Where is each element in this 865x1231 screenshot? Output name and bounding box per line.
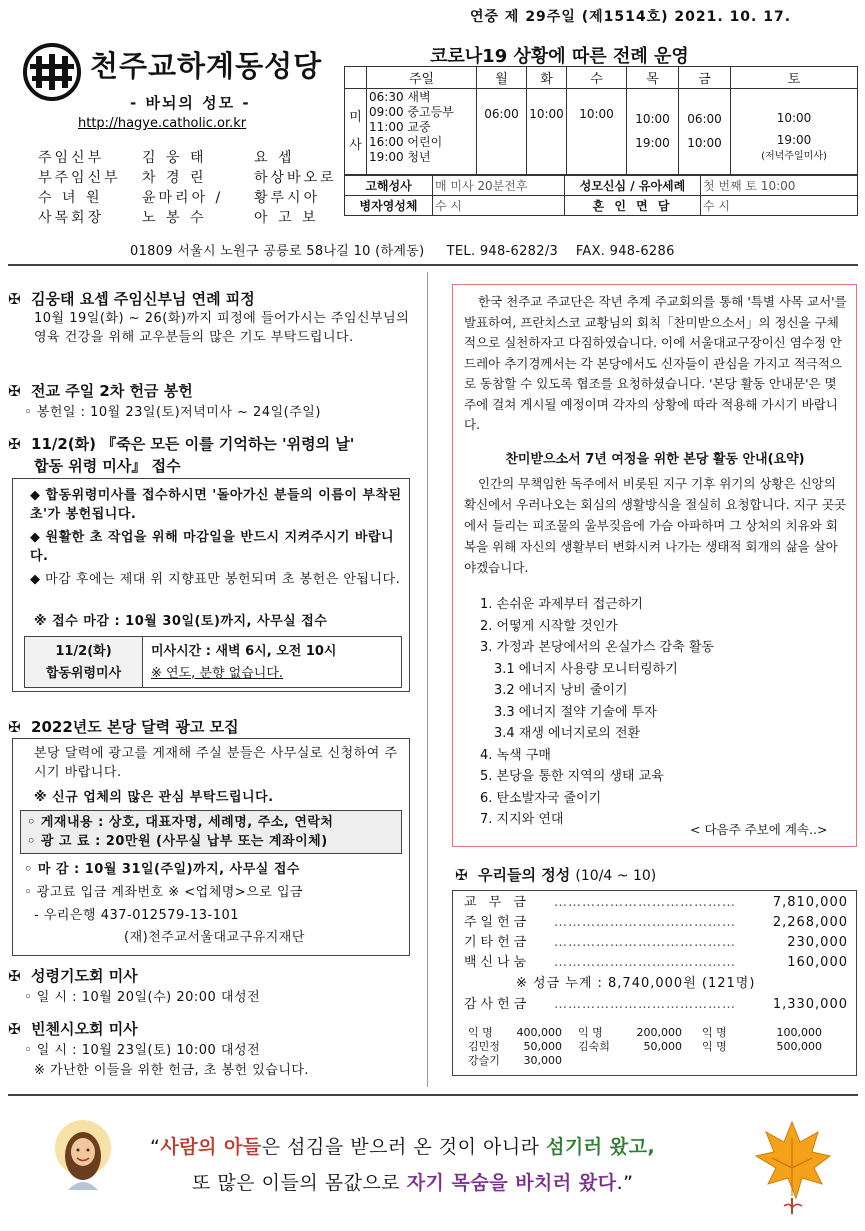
staff-row: 사목회장 노 봉 수 아 고 보 [38,210,319,226]
calendar-ad-title: ✠ 2022년도 본당 달력 광고 모집 [8,718,239,736]
donor-row: 강슬기 30,000 [468,1054,562,1067]
list-item: 3. 가정과 본당에서의 온실가스 감축 활동 [480,640,714,655]
mon-times: 06:00 [477,89,527,175]
offerings-title: ✠ 우리들의 정성 (10/4 ~ 10) [455,866,657,884]
scripture-quote-line-1: “사람의 아들은 섬김을 받으러 온 것이 아니라 섬기러 왔고, [150,1136,656,1158]
retreat-title: ✠ 김웅태 요셉 주임신부님 연례 피정 [8,290,255,308]
schedule-header-row: 주일 월 화 수 목 금 토 [345,67,858,89]
donor-row: 익 명 400,000 익 명 200,000 익 명 100,000 [468,1026,822,1039]
schedule-mass-row [345,89,858,175]
thu-times: 10:00 19:00 [627,89,679,175]
autumn-leaf-icon [752,1118,832,1218]
devotion-value: 첫 번째 토 10:00 [701,176,858,196]
confession-value: 매 미사 20분전후 [433,176,565,196]
cumulative-total: ※ 성금 누계 : 8,740,000원 (121명) [516,976,756,991]
calendar-ad-details: ◦ 게재내용 : 상호, 대표자명, 세례명, 주소, 연락처 ◦ 광 고 료 : 20만원 (사무실 납부 또는 계좌이체) [20,810,402,854]
schedule-title: 코로나19 상황에 따른 전례 운영 [430,46,689,67]
offering-row: 교 무 금 ………………………………… 7,810,000 [464,895,848,910]
marriage-label: 혼 인 면 담 [565,196,701,216]
memorial-title-2: 합동 위령 미사』 접수 [34,457,181,475]
list-item: 3.2 에너지 낭비 줄이기 [494,683,628,698]
phone-number: TEL. 948-6282/3 [446,244,559,259]
offerings-list [464,893,848,1015]
list-item: 6. 탄소발자국 줄이기 [480,790,602,806]
offering-row: 기타헌금 ………………………………… 230,000 [464,935,848,950]
confession-label: 고해성사 [345,176,433,196]
calendar-ad-note: ※ 신규 업체의 많은 관심 부탁드립니다. [34,790,274,805]
mission-text: ◦ 봉헌일 : 10월 23일(토)저녁미사 ~ 24일(주일) [24,405,321,420]
jesus-portrait-icon [52,1118,114,1190]
charismatic-mass-text: ◦ 일 시 : 10월 20일(수) 20:00 대성전 [24,990,261,1005]
mass-label: 미사 [345,89,367,175]
list-item: 3.3 에너지 절약 기술에 투자 [494,704,657,720]
memorial-title: ✠ 11/2(화) 『죽은 모든 이를 기억하는 '위령의 날' [8,435,355,453]
memorial-bullet-1: ◆ 합동위령미사를 접수하시면 '돌아가신 분들의 이름이 부착된 초'가 봉헌됩니다. [30,488,402,522]
donor-list [468,1026,848,1068]
list-item: 5. 본당을 통한 지역의 생태 교육 [480,769,664,784]
list-item: 1. 손쉬운 과제부터 접근하기 [480,597,643,612]
column-divider [427,272,428,1087]
parish-website-link[interactable]: http://hagye.catholic.or.kr [78,116,247,131]
memorial-bullet-2: ◆ 원활한 초 작업을 위해 마감일을 반드시 지켜주시기 바랍니다. [30,530,395,564]
vincent-mass-text: ◦ 일 시 : 10월 23일(토) 10:00 대성전 [24,1043,261,1058]
laudato-si-guide-title: 찬미받으소서 7년 여정을 위한 본당 활동 안내(요약) [505,452,805,467]
list-item: 4. 녹색 구매 [480,747,551,763]
memorial-deadline: ※ 접수 마감 : 10월 30일(토)까지, 사무실 접수 [34,614,328,629]
calendar-ad-text: 본당 달력에 광고를 게재해 주실 분들은 사무실로 신청하여 주시기 바랍니다. [34,746,398,780]
staff-row: 수 녀 원 윤마리아 / 황루시아 [38,190,321,206]
laudato-si-intro: 한국 천주교 주교단은 작년 추계 주교회의를 통해 '특별 사목 교서'를 발표하여, 프란치스코 교황님의 회칙「찬미받으소서」의 정신을 구체적으로 실천하자고 다짐하였습니다. 이에 서울대교구장이신 염수정 안드레아 추기경께서는 각 본당에서도 신자들이 관심을 가지고 적극적으로 동참할 수 있도록 협조를 요청하셨습니다. '본당 활동 안내문'은 몇 주에 걸쳐 게시될 예정이며 각자의 상황에 따라 적용해 가시기 바랍니다. [464,294,847,432]
list-item: 3.4 재생 에너지로의 전환 [494,726,641,741]
memorial-info-table: 11/2(화) 합동위령미사 미사시간 : 새벽 6시, 오전 10시 ※ 연도, 분향 없습니다. [24,636,402,688]
mission-title: ✠ 전교 주일 2차 헌금 봉헌 [8,382,193,400]
staff-row: 부주임신부 차 경 린 하상바오로 [38,170,337,186]
footer-divider [8,1094,858,1096]
fax-number: FAX. 948-6286 [575,244,675,259]
calendar-ad-account: ◦ 광고료 입금 계좌번호 ※ <업체명>으로 입금 [24,885,304,900]
staff-row: 주임신부 김 웅 태 요 셉 [38,150,295,166]
issue-info: 연중 제 29주일 (제1514호) 2021. 10. 17. [470,9,792,25]
list-item: 7. 지지와 연대 [480,812,564,827]
mass-schedule [344,66,858,216]
eco-activity-list [480,594,840,831]
offering-row: 주일헌금 ………………………………… 2,268,000 [464,915,848,930]
memorial-bullet-3: ◆ 마감 후에는 제대 위 지향표만 봉헌되며 초 봉헌은 안됩니다. [30,572,401,587]
list-item: 3.1 에너지 사용량 모니터링하기 [494,661,678,677]
vincent-mass-title: ✠ 빈첸시오회 미사 [8,1020,138,1038]
list-item: 2. 어떻게 시작할 것인가 [480,618,618,634]
offering-row: 백신나눔 ………………………………… 160,000 [464,955,848,970]
sick-communion-label: 병자영성체 [345,196,433,216]
calendar-ad-holder: (재)천주교서울대교구유지재단 [124,930,305,945]
offering-row: 감사헌금 ………………………………… 1,330,000 [464,997,848,1012]
vincent-mass-note: ※ 가난한 이들을 위한 헌금, 초 봉헌 있습니다. [34,1063,310,1078]
devotion-label: 성모신심 / 유아세례 [565,176,701,196]
sat-times: 10:00 19:00 (저녁주일미사) [731,89,858,175]
donor-row: 김민정 50,000 김숙희 50,000 익 명 500,000 [468,1040,822,1053]
continued-note: < 다음주 주보에 계속..> [690,822,828,837]
patron-name: - 바뇌의 성모 - [130,94,251,112]
staff-list [38,148,337,228]
fri-times: 06:00 10:00 [679,89,731,175]
calendar-ad-bank: - 우리은행 437-012579-13-101 [34,908,240,923]
laudato-si-guide-text: 인간의 무책임한 독주에서 비롯된 지구 기후 위기의 상황은 신앙의 확신에서 우러나오는 회심의 생활방식을 절실히 요청합니다. 지구 곳곳에서 들리는 피조물의 울부짖음에 가슴 아파하며 그 상처의 치유와 회복을 위해 자신의 생활부터 변화시켜 나가는 생태적 회개의 삶을 살아야겠습니다. [464,476,846,575]
charismatic-mass-title: ✠ 성령기도회 미사 [8,967,138,985]
sunday-times: 06:30 새벽 09:00 중고등부 11:00 교중 16:00 어린이 19:00 청년 [367,89,477,175]
tue-times: 10:00 [527,89,567,175]
header-divider [8,264,858,266]
retreat-text: 10월 19일(화) ~ 26(화)까지 피정에 들어가시는 주임신부님의 영육 건강을 위해 교우분들의 많은 기도 부탁드립니다. [34,311,410,345]
address-line: 01809 서울시 노원구 공릉로 58나길 10 (하계동) TEL. 948-6282/3 FAX. 948-6286 [130,244,675,259]
scripture-quote-line-2: 또 많은 이들의 몸값으로 자기 목숨을 바치러 왔다.” [192,1172,634,1194]
wed-times: 10:00 [567,89,627,175]
sick-communion-value: 수 시 [433,196,565,216]
calendar-ad-deadline: ◦ 마 감 : 10월 31일(주일)까지, 사무실 접수 [24,862,300,877]
marriage-value: 수 시 [701,196,858,216]
church-name: 천주교하계동성당 [90,49,323,83]
parish-logo-icon [22,42,82,102]
